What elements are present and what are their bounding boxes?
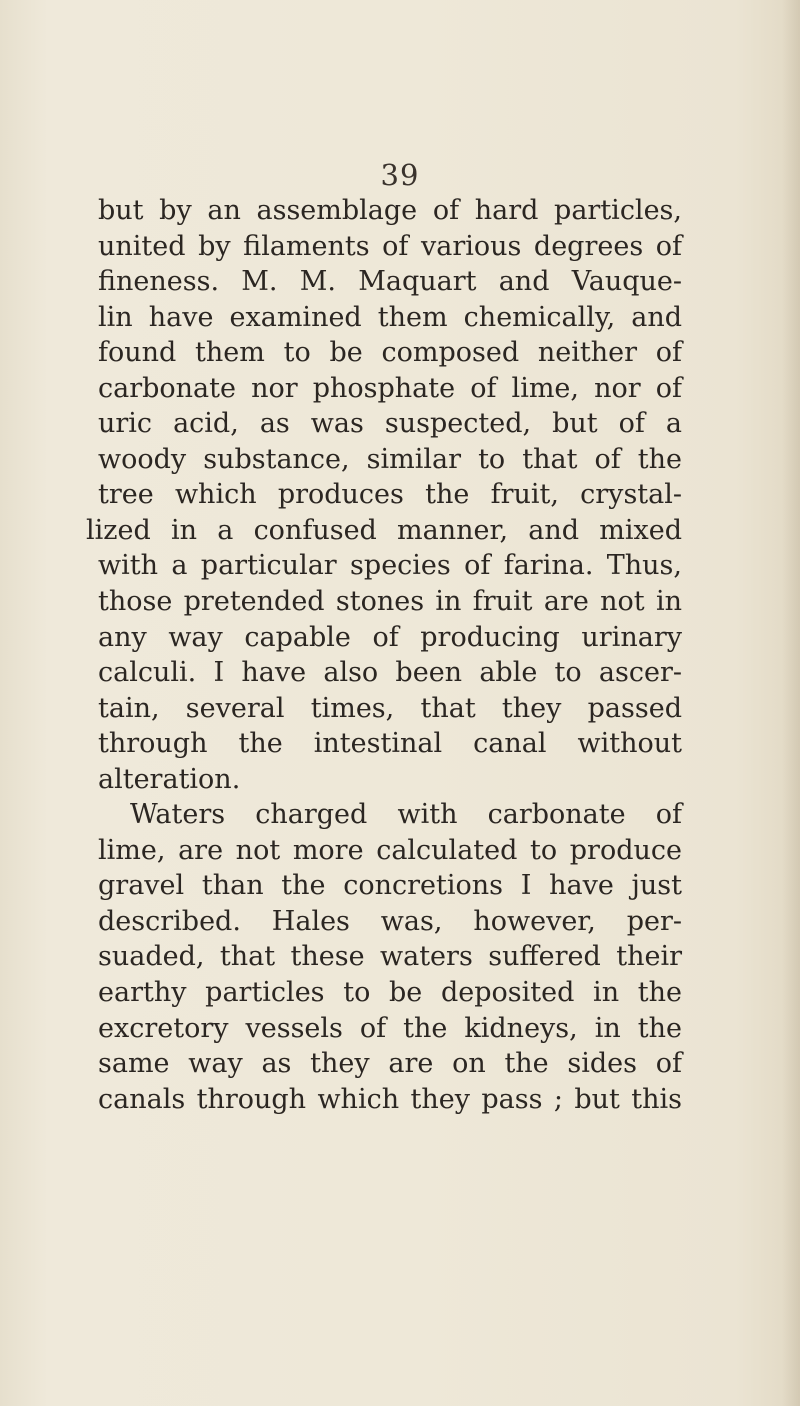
text-line: through the intestinal canal without — [98, 728, 682, 760]
page-number: 39 — [380, 158, 420, 192]
text-line: excretory vessels of the kidneys, in the — [98, 1012, 682, 1044]
text-line: lized in a confused manner, and mixed — [86, 514, 682, 546]
text-line: gravel than the concretions I have just — [98, 870, 682, 902]
text-line: those pretended stones in fruit are not in — [98, 586, 682, 618]
paragraph-start-line: Waters charged with carbonate of — [130, 799, 682, 831]
text-line: woody substance, similar to that of the — [98, 443, 682, 475]
text-line: found them to be composed neither of — [98, 337, 682, 369]
text-line: earthy particles to be deposited in the — [98, 977, 682, 1009]
text-line: described. Hales was, however, per- — [98, 905, 682, 937]
text-line: suaded, that these waters suffered their — [98, 941, 682, 973]
text-line: tain, several times, that they passed — [98, 692, 682, 724]
text-line: carbonate nor phosphate of lime, nor of — [98, 372, 682, 404]
text-line: with a particular species of farina. Thus, — [98, 550, 682, 582]
text-line: any way capable of producing urinary — [98, 621, 682, 653]
text-line: but by an assemblage of hard particles, — [98, 195, 682, 226]
paragraph-end-line: alteration. — [98, 763, 241, 795]
text-line: lin have examined them chemically, and — [98, 301, 682, 333]
text-line: united by filaments of various degrees of — [98, 230, 682, 262]
page-edge-shadow — [782, 0, 800, 1406]
text-line: fineness. M. M. Maquart and Vauque- — [98, 266, 682, 298]
text-line: same way as they are on the sides of — [98, 1048, 682, 1080]
text-line: canals through which they pass ; but this — [98, 1083, 682, 1115]
text-line: lime, are not more calculated to produce — [98, 834, 682, 866]
text-line: calculi. I have also been able to ascer- — [98, 657, 682, 689]
body-text — [86, 193, 682, 1117]
text-line: tree which produces the fruit, crystal- — [98, 479, 682, 511]
text-line: uric acid, as was suspected, but of a — [98, 408, 682, 440]
